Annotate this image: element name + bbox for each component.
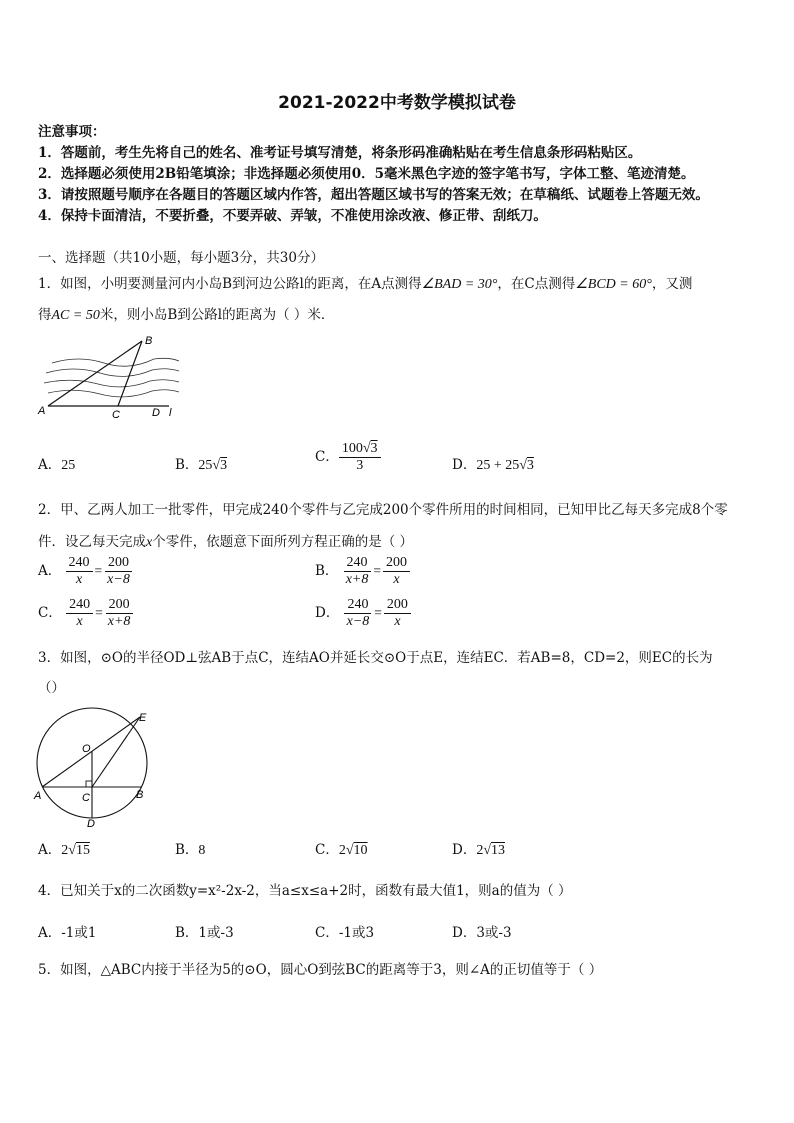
option-radicand: 15: [75, 843, 90, 858]
q3-line1: 3．如图，⊙O的半径OD⊥弦AB于点C，连结AO并延长交⊙O于点E，连结EC．若AB=8，CD=2，则EC的长为: [38, 650, 713, 666]
option-radicand: 13: [491, 843, 506, 858]
option-value: -1或3: [338, 925, 375, 941]
frac-den: x: [75, 572, 83, 587]
frac-den: x: [394, 614, 401, 629]
frac-den: x−8: [346, 614, 370, 629]
frac-num: 200: [106, 597, 133, 614]
q1-option-d[interactable]: [452, 453, 534, 474]
fraction: [344, 597, 373, 630]
q1-fig-label-b: B: [145, 335, 153, 347]
q3-line2: （）: [38, 680, 65, 696]
frac-num: 200: [105, 555, 132, 572]
q3-fig-label-o: O: [82, 743, 91, 755]
q2-line1: 2．甲、乙两人加工一批零件，甲完成240个零件与乙完成200个零件所用的时间相同，已知甲比乙每天多完成8个零: [38, 502, 728, 518]
option-label: C．: [38, 605, 62, 621]
q2-option-a[interactable]: [38, 555, 133, 588]
q3-option-b[interactable]: [175, 838, 205, 859]
q1-text: 1．如图，小明要测量河内小岛B到河边公路l的距离，在A点测得: [38, 276, 422, 292]
option-label: C．: [315, 925, 339, 941]
frac-den: x−8: [107, 572, 130, 587]
option-value: 3或-3: [476, 925, 512, 941]
q1-option-a[interactable]: [38, 453, 75, 474]
q1-angle-bad: ∠BAD = 30°: [421, 277, 498, 292]
option-label: C．: [315, 449, 339, 465]
q5-line1: 5．如图，△ABC内接于半径为5的⊙O，圆心O到弦BC的距离等于3，则∠A的正切值等于（ ）: [38, 962, 603, 978]
section-heading: 一、选择题（共10小题，每小题3分，共30分）: [38, 250, 324, 266]
option-label: D．: [315, 605, 340, 621]
q1-line1: [38, 272, 692, 293]
q4-option-b[interactable]: [175, 921, 234, 941]
page-title: 2021-2022中考数学模拟试卷: [278, 93, 516, 113]
notice-item: 1．答题前，考生先将自己的姓名、准考证号填写清楚，将条形码准确粘贴在考生信息条形码粘贴区。: [38, 145, 642, 161]
option-label: D．: [452, 925, 477, 941]
q1-fig-label-c: C: [112, 409, 120, 421]
sqrt-icon: √: [362, 441, 371, 456]
option-label: A．: [38, 842, 62, 858]
option-label: B．: [175, 457, 199, 473]
frac-num: 200: [384, 597, 411, 614]
q3-option-a[interactable]: [38, 838, 90, 859]
option-coef: 2: [61, 843, 69, 858]
option-value: 25 + 25: [476, 458, 520, 473]
q3-option-d[interactable]: [452, 838, 505, 859]
q1-angle-bcd: ∠BCD = 60°: [575, 277, 652, 292]
option-label: B．: [175, 842, 199, 858]
q2-var: x: [146, 535, 153, 550]
frac-den: x: [393, 572, 400, 587]
frac-num: 240: [344, 555, 371, 572]
q1-text: ，又测: [651, 276, 693, 292]
q2-option-d[interactable]: [315, 597, 411, 630]
q1-text: 米，则小岛B到公路l的距离为（ ）米．: [99, 307, 335, 323]
frac-num: 240: [344, 597, 371, 614]
fraction: [343, 555, 372, 588]
q3-fig-label-c: C: [82, 792, 90, 804]
q2-option-b[interactable]: [315, 555, 410, 588]
frac-num: 240: [66, 555, 93, 572]
option-coef: 2: [338, 843, 346, 858]
q3-fig-label-a: A: [34, 790, 42, 802]
notice-heading: 注意事项：: [38, 124, 106, 140]
frac-den: 3: [356, 458, 364, 473]
fraction: [105, 597, 134, 630]
sqrt-icon: √: [519, 458, 527, 473]
frac-num: 240: [66, 597, 93, 614]
q1-fig-label-d: D: [152, 407, 160, 419]
q1-option-b[interactable]: [175, 453, 227, 474]
option-label: A．: [38, 925, 62, 941]
equals-sign: =: [95, 605, 103, 620]
q2-option-c[interactable]: [38, 597, 133, 630]
option-coef: 25: [198, 458, 213, 473]
q1-text: ，在C点测得: [497, 276, 576, 292]
option-radicand: 3: [220, 458, 228, 473]
q4-option-d[interactable]: [452, 921, 512, 941]
q4-option-c[interactable]: [315, 921, 374, 941]
option-coef: 2: [476, 843, 484, 858]
fraction: [384, 597, 411, 630]
option-radicand: 10: [353, 843, 368, 858]
q1-fig-label-l: l: [169, 407, 172, 419]
fraction: [66, 597, 93, 630]
q1-ac: AC = 50: [51, 308, 100, 323]
q1-text: 得: [38, 307, 52, 323]
sqrt-icon: √: [345, 843, 354, 858]
q3-circle-figure: [32, 705, 162, 830]
option-value: -1或1: [61, 925, 97, 941]
frac-den: x+8: [107, 614, 131, 629]
q3-fig-label-b: B: [136, 789, 144, 801]
equals-sign: =: [94, 563, 103, 578]
notice-item: 3．请按照题号顺序在各题目的答题区域内作答，超出答题区域书写的答案无效；在草稿纸、试题卷上答题无效。: [38, 187, 709, 203]
q3-fig-label-d: D: [87, 818, 95, 830]
q1-river-figure: [34, 333, 184, 423]
option-label: D．: [452, 457, 477, 473]
frac-num: 200: [383, 555, 410, 572]
frac-den: x: [76, 614, 83, 629]
option-label: A．: [38, 457, 62, 473]
sqrt-icon: √: [483, 843, 492, 858]
frac-num: 100: [341, 441, 363, 456]
option-label: D．: [452, 842, 477, 858]
q1-line2: [38, 303, 334, 324]
q1-fig-label-a: A: [38, 405, 46, 417]
q2-line2: [38, 530, 413, 551]
frac-den: x+8: [345, 572, 369, 587]
sqrt-icon: √: [212, 458, 221, 473]
q4-option-a[interactable]: [38, 921, 97, 941]
fraction: [339, 441, 381, 474]
option-value: 25: [61, 458, 76, 473]
option-label: C．: [315, 842, 339, 858]
option-value: 1或-3: [198, 925, 234, 941]
option-label: A．: [38, 563, 62, 579]
sqrt-icon: √: [68, 843, 76, 858]
equals-sign: =: [374, 605, 382, 620]
frac-radicand: 3: [370, 441, 378, 456]
equals-sign: =: [373, 563, 382, 578]
option-label: B．: [175, 925, 199, 941]
option-label: B．: [315, 563, 339, 579]
q4-line1: 4．已知关于x的二次函数y=x²-2x-2，当a≤x≤a+2时，函数有最大值1，则a的值为（ ）: [38, 883, 572, 899]
fraction: [66, 555, 93, 588]
q1-option-c[interactable]: [315, 441, 381, 474]
fraction: [383, 555, 410, 588]
q2-text: 件．设乙每天完成: [38, 534, 146, 550]
q2-text: 个零件，依题意下面所列方程正确的是（ ）: [152, 534, 414, 550]
q3-option-c[interactable]: [315, 838, 368, 859]
q3-fig-label-e: E: [139, 712, 147, 724]
fraction: [104, 555, 133, 588]
notice-item: 4．保持卡面清洁，不要折叠，不要弄破、弄皱，不准使用涂改液、修正带、刮纸刀。: [38, 208, 547, 224]
option-radicand: 3: [526, 458, 534, 473]
notice-item: 2．选择题必须使用2B铅笔填涂；非选择题必须使用0．5毫米黑色字迹的签字笔书写，字体工整、笔迹清楚。: [38, 166, 695, 182]
option-value: 8: [198, 843, 206, 858]
